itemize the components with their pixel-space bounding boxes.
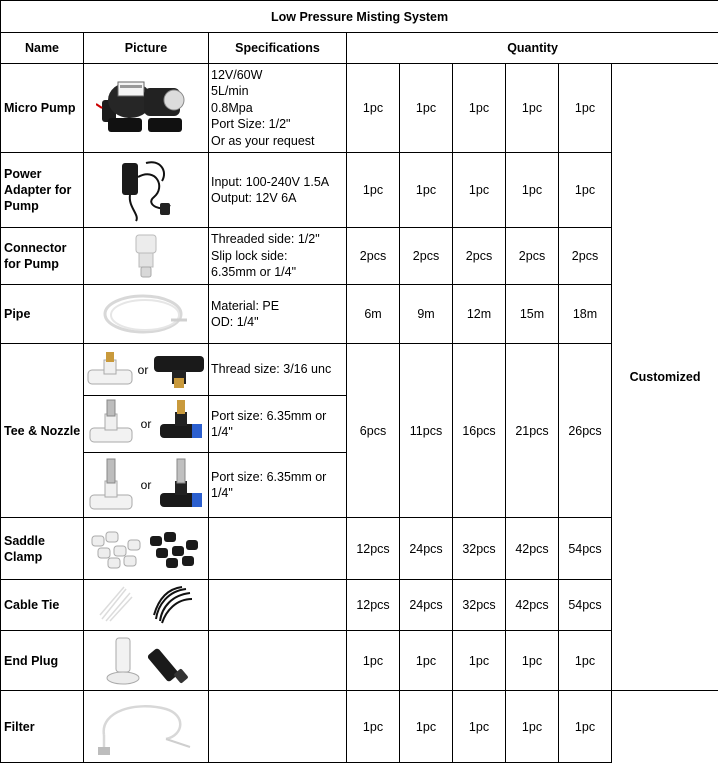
item-specs: Port size: 6.35mm or 1/4": [209, 453, 347, 518]
black-tee-icon: [152, 350, 206, 390]
item-name: End Plug: [1, 631, 84, 691]
qty-cell: 6pcs: [347, 344, 400, 518]
pipe-coil-icon: [84, 285, 209, 344]
tee-nozzle-picture: or: [84, 453, 209, 518]
item-name: Cable Tie: [1, 580, 84, 631]
qty-cell: 1pc: [453, 631, 506, 691]
white-tee-nozzle-icon: [88, 398, 134, 450]
qty-cell: 54pcs: [559, 518, 612, 580]
qty-cell: 2pcs: [453, 228, 506, 285]
qty-cell: 1pc: [400, 153, 453, 228]
qty-cell: 1pc: [559, 691, 612, 763]
table-row: [1, 691, 718, 763]
qty-cell: 1pc: [506, 691, 559, 763]
qty-cell: 1pc: [559, 64, 612, 153]
table-row: [1, 285, 718, 344]
item-name: Tee & Nozzle: [1, 344, 84, 518]
header-quantity: Quantity: [347, 33, 718, 64]
tee-nozzle-picture: or: [84, 344, 209, 396]
qty-cell: 1pc: [347, 631, 400, 691]
qty-cell: 9m: [400, 285, 453, 344]
item-specs-empty: [209, 518, 347, 580]
table-row: [1, 153, 718, 228]
customized-label: Customized: [612, 64, 718, 691]
qty-cell: 18m: [559, 285, 612, 344]
white-tee-nozzle-icon: [88, 455, 134, 515]
item-name: Power Adapter for Pump: [1, 153, 84, 228]
table-row: [1, 228, 718, 285]
item-specs: Thread size: 3/16 unc: [209, 344, 347, 396]
qty-cell: 12pcs: [347, 518, 400, 580]
black-tee-nozzle-icon: [158, 398, 204, 450]
qty-cell: 42pcs: [506, 518, 559, 580]
item-name: Saddle Clamp: [1, 518, 84, 580]
connector-icon: [84, 228, 209, 285]
qty-cell: 1pc: [506, 64, 559, 153]
item-specs-empty: [209, 580, 347, 631]
filter-icon: [84, 691, 209, 763]
table-row: [1, 344, 718, 396]
qty-cell: 1pc: [400, 691, 453, 763]
table-row: [1, 580, 718, 631]
qty-cell: 24pcs: [400, 580, 453, 631]
qty-cell: 42pcs: [506, 580, 559, 631]
item-specs: Threaded side: 1/2" Slip lock side: 6.35mm or 1/4": [209, 228, 347, 285]
qty-cell: 1pc: [506, 631, 559, 691]
item-specs-empty: [209, 631, 347, 691]
qty-cell: 12m: [453, 285, 506, 344]
cable-tie-icon: [84, 580, 209, 631]
qty-cell: 16pcs: [453, 344, 506, 518]
item-name: Micro Pump: [1, 64, 84, 153]
qty-cell: 1pc: [400, 64, 453, 153]
qty-cell: 2pcs: [559, 228, 612, 285]
header-name: Name: [1, 33, 84, 64]
qty-cell: 21pcs: [506, 344, 559, 518]
qty-cell: 11pcs: [400, 344, 453, 518]
micro-pump-icon: [84, 64, 209, 153]
item-name: Connector for Pump: [1, 228, 84, 285]
header-picture: Picture: [84, 33, 209, 64]
white-tee-icon: [86, 350, 134, 390]
qty-cell: 6m: [347, 285, 400, 344]
table-row: [1, 631, 718, 691]
qty-cell: 1pc: [506, 153, 559, 228]
qty-cell: 1pc: [453, 691, 506, 763]
item-name: Pipe: [1, 285, 84, 344]
item-specs: Port size: 6.35mm or 1/4": [209, 396, 347, 453]
qty-cell: 32pcs: [453, 518, 506, 580]
tee-nozzle-picture: or: [84, 396, 209, 453]
saddle-clamp-icon: [84, 518, 209, 580]
item-specs: Input: 100-240V 1.5A Output: 12V 6A: [209, 153, 347, 228]
qty-cell: 1pc: [559, 153, 612, 228]
table-row: [1, 64, 718, 153]
qty-cell: 1pc: [347, 153, 400, 228]
qty-cell: 1pc: [347, 64, 400, 153]
qty-cell: 26pcs: [559, 344, 612, 518]
qty-cell: 1pc: [453, 153, 506, 228]
qty-cell: 12pcs: [347, 580, 400, 631]
end-plug-icon: [84, 631, 209, 691]
item-specs: Material: PE OD: 1/4": [209, 285, 347, 344]
qty-cell: 1pc: [347, 691, 400, 763]
power-adapter-icon: [84, 153, 209, 228]
qty-cell: 15m: [506, 285, 559, 344]
header-specifications: Specifications: [209, 33, 347, 64]
qty-cell: 1pc: [453, 64, 506, 153]
qty-cell: 1pc: [400, 631, 453, 691]
black-tee-nozzle-icon: [158, 455, 204, 515]
qty-cell: 2pcs: [400, 228, 453, 285]
qty-cell: 1pc: [559, 631, 612, 691]
qty-cell: 2pcs: [506, 228, 559, 285]
page-title: Low Pressure Misting System: [1, 1, 718, 33]
qty-cell: 32pcs: [453, 580, 506, 631]
item-specs: 12V/60W 5L/min 0.8Mpa Port Size: 1/2" Or as your request: [209, 64, 347, 153]
qty-cell: 54pcs: [559, 580, 612, 631]
item-name: Filter: [1, 691, 84, 763]
item-specs-empty: [209, 691, 347, 763]
qty-cell: 2pcs: [347, 228, 400, 285]
qty-cell: 24pcs: [400, 518, 453, 580]
table-row: [1, 518, 718, 580]
